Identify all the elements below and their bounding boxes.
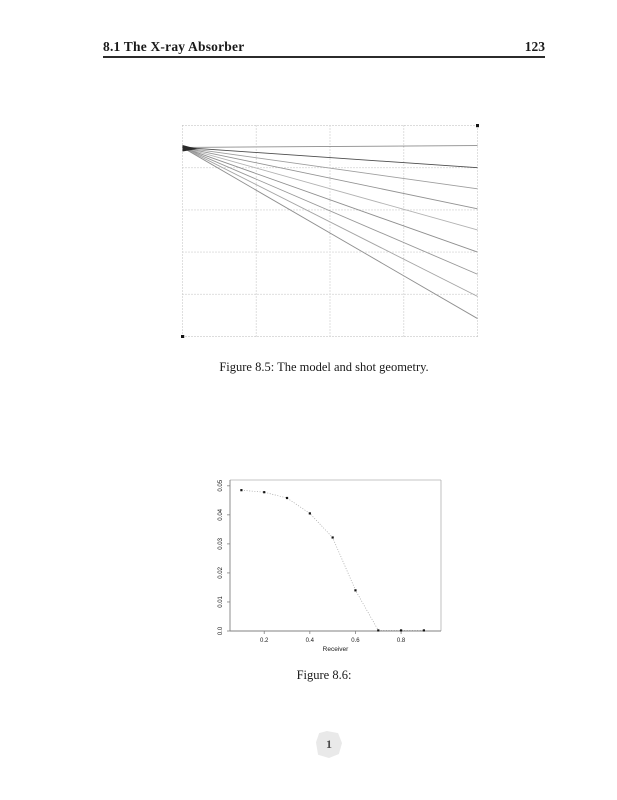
figure-8-6-caption: Figure 8.6:	[296, 668, 352, 682]
svg-text:0.02: 0.02	[218, 567, 224, 579]
svg-text:0.6: 0.6	[351, 638, 360, 644]
svg-text:0.04: 0.04	[218, 509, 224, 521]
svg-text:0.01: 0.01	[218, 596, 224, 608]
header-rule	[103, 56, 545, 58]
figure-8-5-caption: Figure 8.5: The model and shot geometry.	[219, 360, 429, 374]
header-page-number: 123	[524, 39, 545, 54]
receiver-plot-svg	[210, 468, 456, 660]
page-badge-number: 1	[326, 737, 332, 751]
svg-text:0.05: 0.05	[218, 479, 224, 492]
figure-8-5-ray-fan-plot	[181, 124, 479, 338]
ray-fan-svg	[181, 124, 479, 338]
svg-text:0.2: 0.2	[260, 638, 269, 644]
figure-8-6-receiver-plot	[210, 468, 456, 660]
header-section-title: 8.1 The X-ray Absorber	[103, 39, 245, 54]
svg-text:0.0: 0.0	[218, 626, 224, 636]
page-number-badge[interactable]	[316, 731, 342, 758]
svg-text:0.03: 0.03	[218, 538, 224, 550]
svg-text:Receiver: Receiver	[322, 646, 349, 653]
svg-text:0.4: 0.4	[305, 638, 315, 644]
svg-text:0.8: 0.8	[396, 638, 406, 644]
